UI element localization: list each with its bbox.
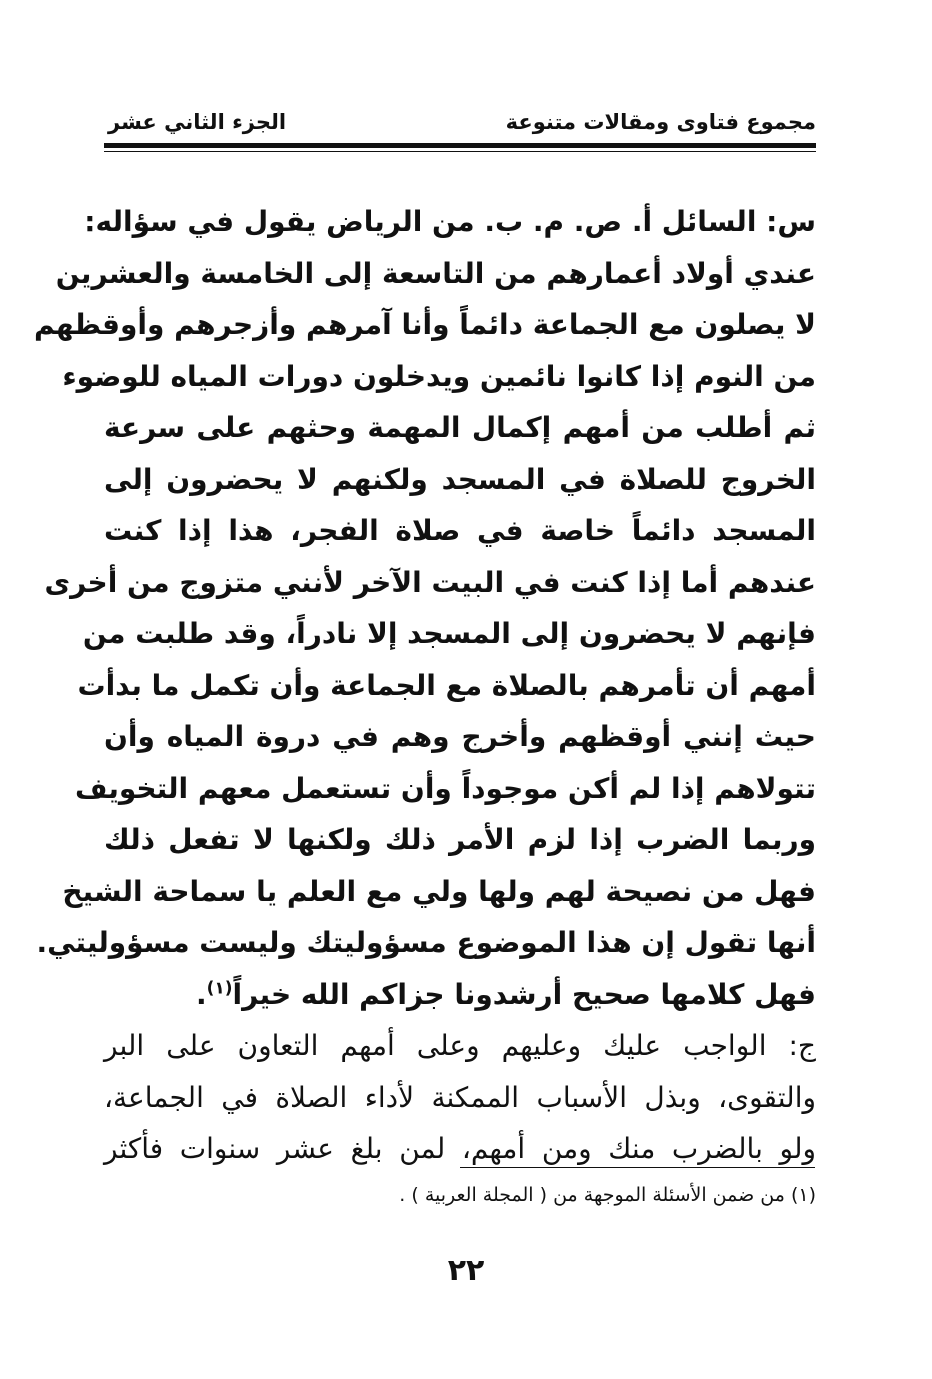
question-line: ثم أطلب من أمهم إكمال المهمة وحثهم على سرعة: [104, 411, 816, 444]
question-line: س: السائل أ. ص. م. ب. من الرياض يقول في سؤاله:: [84, 205, 816, 238]
question-line: فإنهم لا يحضرون إلى المسجد إلا نادراً، وقد طلبت من: [82, 617, 816, 650]
question-line: أنها تقول إن هذا الموضوع مسؤوليتك وليست مسؤوليتي.: [36, 926, 816, 959]
question-line: الخروج للصلاة في المسجد ولكنهم لا يحضرون إلى: [104, 462, 816, 496]
body-text: [33, 196, 816, 1175]
answer-line: والتقوى، وبذل الأسباب الممكنة لأداء الصلاة في الجماعة،: [104, 1080, 816, 1114]
header-rule-thick: [104, 143, 816, 148]
question-line: فهل من نصيحة لهم ولها ولي مع العلم يا سماحة الشيخ: [62, 874, 816, 908]
page-number: ٢٢: [447, 1253, 485, 1288]
question-last-text: فهل كلامها صحيح أرشدونا جزاكم الله خيراً: [232, 977, 816, 1011]
question-line: وربما الضرب إذا لزم الأمر ذلك ولكنها لا تفعل ذلك: [104, 823, 816, 856]
question-line: تتولاهم إذا لم أكن موجوداً وأن تستعمل معهم التخويف: [74, 771, 816, 805]
question-line: عندي أولاد أعمارهم من التاسعة إلى الخامسة والعشرين: [55, 256, 816, 290]
footnote-separator: [460, 1167, 815, 1168]
question-end-mark: .: [195, 977, 207, 1011]
question-line: لا يصلون مع الجماعة دائماً وأنا آمرهم وأزجرهم وأوقظهم: [33, 308, 816, 341]
footnote-reference: (١): [206, 978, 233, 999]
question-line: المسجد دائماً خاصة في صلاة الفجر، هذا إذا كنت: [104, 514, 816, 547]
volume-label: الجزء الثاني عشر: [108, 110, 287, 134]
question-line: عندهم أما إذا كنت في البيت الآخر لأنني متزوج من أخرى: [44, 565, 816, 599]
question-last-line: [104, 969, 816, 1021]
question-line: حيث إنني أوقظهم وأخرج وهم في دروة المياه وأن: [104, 720, 816, 753]
header-rule-thin: [104, 151, 816, 152]
answer-line: ج: الواجب عليك وعليهم وعلى أمهم التعاون على البر: [104, 1029, 816, 1062]
footnote: (١) من ضمن الأسئلة الموجهة من ( المجلة العربية ) .: [399, 1184, 816, 1206]
question-line: أمهم أن تأمرهم بالصلاة مع الجماعة وأن تكمل ما بدأت: [77, 668, 816, 702]
book-title: مجموع فتاوى ومقالات متنوعة: [505, 110, 816, 134]
question-line: من النوم إذا كانوا نائمين ويدخلون دورات المياه للوضوء: [62, 359, 816, 393]
answer-line: ولو بالضرب منك ومن أمهم، لمن بلغ عشر سنوات فأكثر: [104, 1132, 816, 1165]
